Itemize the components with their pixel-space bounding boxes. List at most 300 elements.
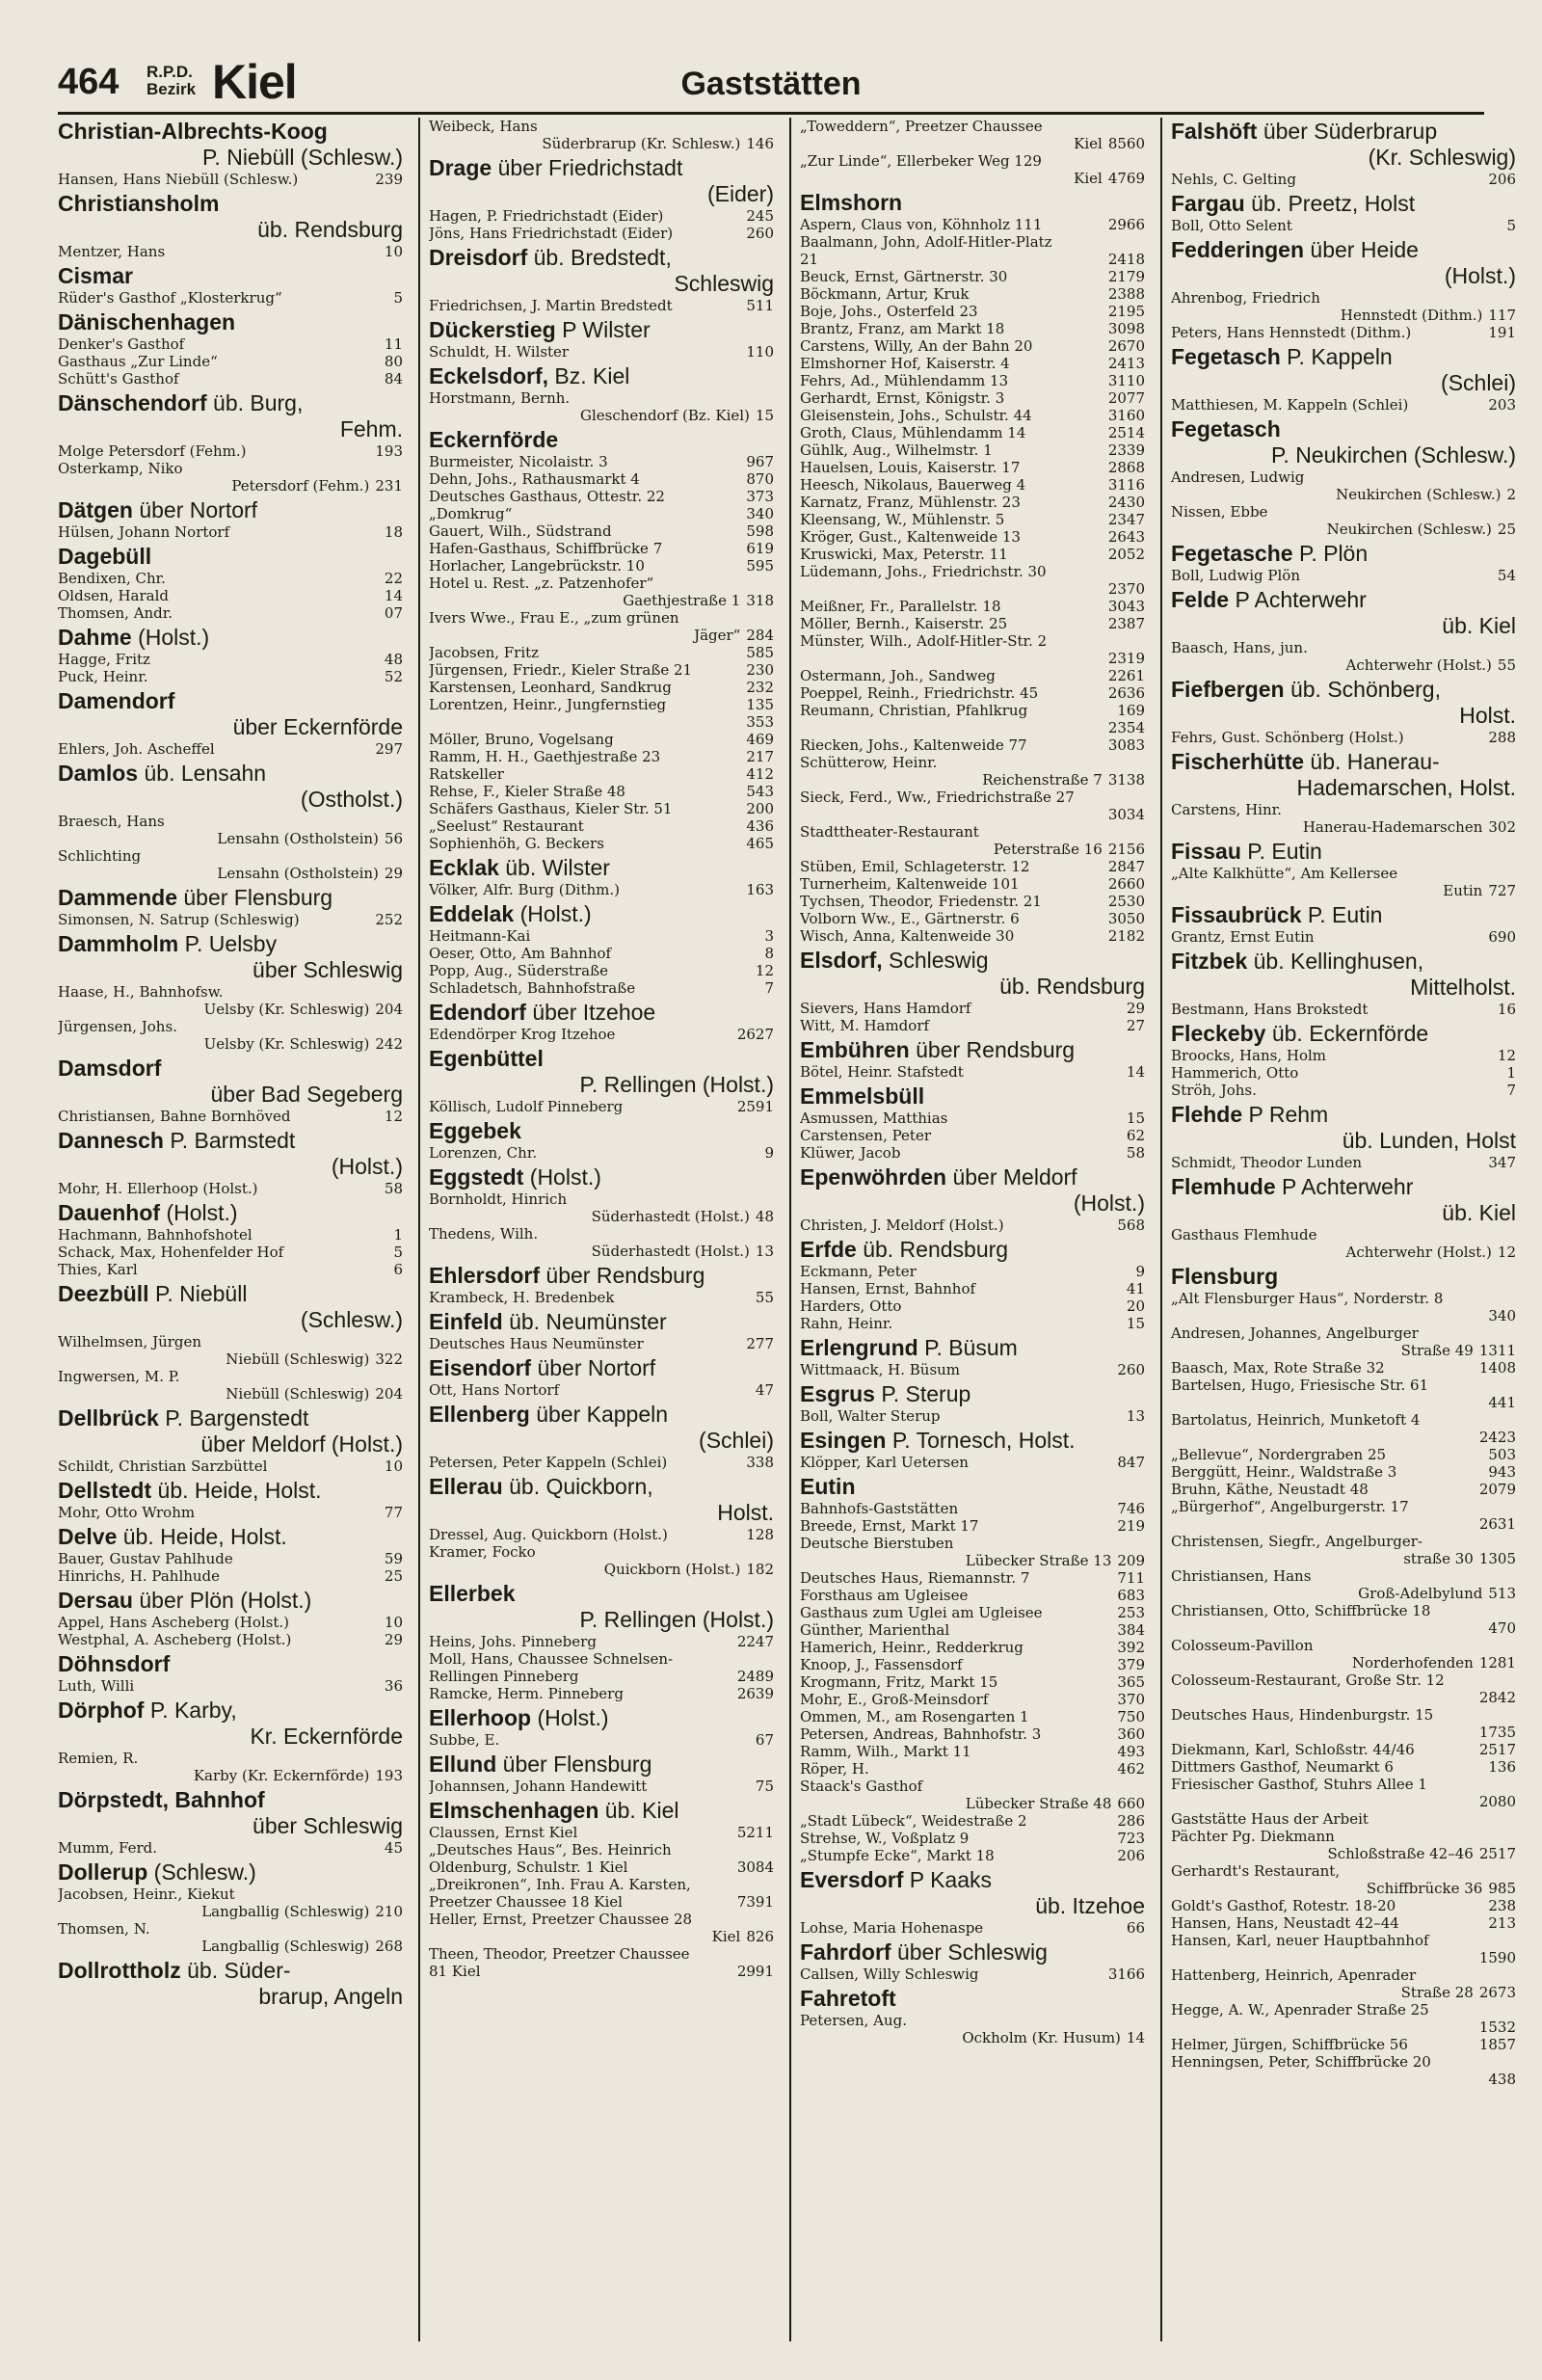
listing-row	[800, 1407, 1145, 1425]
place-post-route: üb. Eckernförde	[1271, 1021, 1429, 1046]
listing-row	[429, 575, 774, 592]
listing-name: Rellingen Pinneberg	[429, 1668, 579, 1685]
phone-number: 2079	[1478, 1481, 1516, 1498]
listing-name: Jöns, Hans Friedrichstadt (Eider)	[429, 225, 674, 242]
listing-name: Klöpper, Karl Uetersen	[800, 1454, 969, 1471]
place-name: Dreisdorf	[429, 245, 528, 270]
place-name: Embühren	[800, 1037, 910, 1062]
listing-row	[1171, 521, 1516, 538]
listing-name: Schlichting	[58, 847, 142, 865]
listing-row	[800, 476, 1145, 494]
phone-number: 379	[1117, 1656, 1145, 1673]
phone-number: 284	[746, 627, 774, 644]
listing-name: Quickborn (Holst.)	[603, 1561, 741, 1578]
listing-row	[1171, 468, 1516, 486]
place-name: Ecklak	[429, 855, 499, 880]
place-heading	[58, 1055, 403, 1082]
place-section	[429, 362, 774, 424]
place-section	[1171, 901, 1516, 946]
listing-name: Rehse, F., Kieler Straße 48	[429, 783, 625, 800]
listing-name: Bartolatus, Heinrich, Munketoft 4	[1171, 1411, 1421, 1429]
listing-name: Peters, Hans Hennstedt (Dithm.)	[1171, 324, 1412, 341]
place-post-route: üb. Kiel	[1442, 613, 1516, 638]
listing-name: Gerhardt, Ernst, Königstr. 3	[800, 389, 1005, 407]
place-section	[1171, 1263, 1516, 2088]
place-post-route: P Wilster	[562, 317, 651, 342]
listing-name: Horlacher, Langebrückstr. 10	[429, 557, 645, 575]
listing-row	[429, 407, 774, 424]
listing-row	[429, 135, 774, 152]
listing-name: Möller, Bernh., Kaiserstr. 25	[800, 615, 1008, 632]
listing-row	[58, 523, 403, 541]
listing-name: Oldsen, Harald	[58, 587, 170, 604]
place-name: Ellund	[429, 1752, 497, 1777]
place-post-route: über Flensburg	[502, 1752, 652, 1777]
listing-row	[800, 494, 1145, 511]
phone-number: 3166	[1107, 1966, 1145, 1983]
listing-row	[800, 1621, 1145, 1639]
listing-name: Bendixen, Chr.	[58, 570, 166, 587]
listing-row	[1171, 1776, 1516, 1793]
place-section	[1171, 948, 1516, 1018]
place-post-route: üb. Bredstedt,	[533, 245, 672, 270]
listing-name: Lüdemann, Johs., Friedrichstr. 30	[800, 563, 1047, 580]
place-section	[58, 496, 403, 541]
place-section	[800, 1427, 1145, 1471]
place-section	[429, 999, 774, 1043]
place-heading	[58, 1199, 403, 1226]
phone-number: 3083	[1107, 736, 1145, 754]
listing-name: Bötel, Heinr. Stafstedt	[800, 1063, 964, 1081]
listing-name: Berggütt, Heinr., Waldstraße 3	[1171, 1463, 1397, 1481]
phone-number: 239	[375, 171, 403, 188]
place-name: Dörpstedt, Bahnhof	[58, 1787, 265, 1812]
phone-number: 2430	[1107, 494, 1145, 511]
listing-name: Carstens, Willy, An der Bahn 20	[800, 337, 1033, 355]
listing-name: Schack, Max, Hohenfelder Hof	[58, 1243, 284, 1261]
listing-row	[1171, 1602, 1516, 1619]
listing-row	[800, 789, 1145, 806]
place-post-route: üb. Wilster	[505, 855, 610, 880]
place-heading	[1171, 838, 1516, 865]
place-section	[58, 930, 403, 1053]
listing-row	[800, 858, 1145, 875]
phone-number: 128	[746, 1526, 774, 1543]
listing-name: Kröger, Gust., Kaltenweide 13	[800, 528, 1021, 546]
phone-number: 18	[384, 523, 403, 541]
phone-number: 230	[746, 661, 774, 679]
phone-number: 826	[746, 1928, 774, 1945]
listing-name: Lübecker Straße 13	[965, 1552, 1112, 1569]
phone-number: 2247	[736, 1633, 774, 1650]
phone-number: 493	[1117, 1743, 1145, 1760]
listing-name: Groß-Adelbylund	[1358, 1585, 1483, 1602]
phone-number: 360	[1117, 1725, 1145, 1743]
listing-name: Gaethjestraße 1	[623, 592, 741, 609]
place-name: Ellerbek	[429, 1581, 516, 1606]
place-heading	[58, 1957, 403, 1984]
listing-name: Hegge, A. W., Apenrader Straße 25	[1171, 2001, 1429, 2019]
listing-name: Eutin	[1443, 882, 1483, 899]
phone-number: 15	[1126, 1315, 1145, 1332]
listing-name: Völker, Alfr. Burg (Dithm.)	[429, 881, 620, 898]
phone-number: 2388	[1107, 285, 1145, 303]
listing-name: Carstensen, Peter	[800, 1127, 931, 1144]
place-post-route: üb. Burg,	[213, 390, 304, 415]
listing-row	[429, 1731, 774, 1749]
phone-number: 219	[1117, 1517, 1145, 1535]
listing-row	[429, 1289, 774, 1306]
listing-name: Boll, Walter Sterup	[800, 1407, 941, 1425]
phone-number: 193	[375, 442, 403, 460]
listing-name: Mohr, H. Ellerhoop (Holst.)	[58, 1180, 258, 1197]
phone-number: 723	[1117, 1830, 1145, 1847]
listing-row	[429, 945, 774, 962]
listing-row	[429, 962, 774, 979]
listing-name: Jürgensen, Friedr., Kieler Straße 21	[429, 661, 693, 679]
listing-name: Uelsby (Kr. Schleswig)	[203, 1001, 370, 1018]
listing-name: Ströh, Johs.	[1171, 1082, 1257, 1099]
listing-row	[429, 1026, 774, 1043]
listing-row	[800, 441, 1145, 459]
listing-row	[58, 370, 403, 388]
listing-row	[800, 1535, 1145, 1552]
listing-name: Fehrs, Gust. Schönberg (Holst.)	[1171, 729, 1404, 746]
place-section	[1171, 415, 1516, 538]
phone-number: 2517	[1478, 1845, 1516, 1862]
place-post-route: über Nortorf	[537, 1355, 656, 1380]
place-heading	[58, 1404, 403, 1431]
place-name: Elsdorf,	[800, 948, 883, 973]
listing-name: Lorenzen, Chr.	[429, 1144, 538, 1162]
listing-row	[1171, 1724, 1516, 1741]
place-name: Eddelak	[429, 901, 515, 926]
bezirk-label: Bezirk	[146, 80, 197, 98]
listing-row	[58, 1567, 403, 1585]
listing-name: Schmidt, Theodor Lunden	[1171, 1154, 1363, 1171]
listing-row	[1171, 1585, 1516, 1602]
phone-number: 338	[746, 1454, 774, 1471]
phone-number: 59	[384, 1550, 403, 1567]
place-name: Fischerhütte	[1171, 749, 1305, 774]
listing-row	[58, 847, 403, 865]
phone-number: 3043	[1107, 598, 1145, 615]
place-post-route: (Ostholst.)	[300, 787, 403, 812]
place-heading	[58, 884, 403, 911]
listing-name: Ivers Wwe., Frau E., „zum grünen	[429, 609, 679, 627]
listing-name: Puck, Heinr.	[58, 668, 148, 685]
phone-number: 727	[1488, 882, 1516, 899]
listing-row	[1171, 1342, 1516, 1359]
phone-number: 1857	[1478, 2036, 1516, 2053]
phone-number: 2	[1506, 486, 1516, 503]
listing-row	[429, 1911, 774, 1928]
place-post-route: über Heide	[1310, 237, 1419, 262]
listing-row	[429, 1225, 774, 1243]
place-post-route: P Kaaks	[909, 1867, 993, 1892]
place-post-route: über Itzehoe	[532, 1000, 656, 1025]
listing-row	[800, 320, 1145, 337]
phone-number: 14	[1126, 1063, 1145, 1081]
place-name: Esgrus	[800, 1381, 875, 1406]
place-heading	[58, 760, 403, 787]
listing-row	[58, 830, 403, 847]
listing-row	[429, 1824, 774, 1841]
phone-number: 322	[375, 1350, 403, 1368]
listing-name: Deutsche Bierstuben	[800, 1535, 954, 1552]
listing-name: Mentzer, Hans	[58, 243, 166, 260]
listing-name: Hamerich, Heinr., Redderkrug	[800, 1639, 1024, 1656]
listing-name: Westphal, A. Ascheberg (Holst.)	[58, 1631, 292, 1648]
listing-row	[429, 800, 774, 817]
place-name: Cismar	[58, 263, 133, 288]
listing-row	[800, 893, 1145, 910]
place-post-route: (Holst.)	[1444, 263, 1516, 288]
place-post-route: P. Büsum	[924, 1335, 1018, 1360]
listing-name: Hotel u. Rest. „z. Patzenhofer“	[429, 575, 654, 592]
listing-name: Heins, Johs. Pinneberg	[429, 1633, 597, 1650]
listing-row	[800, 1000, 1145, 1017]
listing-row	[1171, 289, 1516, 307]
place-post-route: Holst.	[1459, 703, 1516, 728]
listing-row	[429, 1335, 774, 1352]
listing-name	[1171, 2071, 1482, 2088]
listing-name: Lensahn (Ostholstein)	[217, 830, 379, 847]
listing-name: Lorentzen, Heinr., Jungfernstieg	[429, 696, 667, 713]
phone-number: 3084	[736, 1859, 774, 1876]
place-post-route: üb. Heide, Holst.	[157, 1478, 322, 1503]
phone-number: 58	[1126, 1144, 1145, 1162]
listing-row	[1171, 729, 1516, 746]
place-section	[1171, 236, 1516, 341]
place-section	[429, 1797, 774, 1980]
listing-row	[800, 2012, 1145, 2029]
listing-row	[429, 609, 774, 627]
place-section	[429, 1045, 774, 1115]
place-post-route: üb. Preetz, Holst	[1251, 191, 1416, 216]
place-name: Fissaubrück	[1171, 902, 1302, 927]
listing-row	[1171, 1411, 1516, 1429]
listing-row	[429, 118, 774, 135]
listing-name: Callsen, Willy Schleswig	[800, 1966, 979, 1983]
listing-name	[429, 713, 740, 731]
place-heading	[800, 1083, 1145, 1110]
listing-name: Johannsen, Johann Handewitt	[429, 1778, 648, 1795]
listing-name: Bahnhofs-Gaststätten	[800, 1500, 959, 1517]
listing-name: Christiansen, Bahne Bornhöved	[58, 1108, 291, 1125]
place-post-route: P. Eutin	[1307, 902, 1383, 927]
column-divider	[789, 118, 791, 2341]
listing-name: Kiel	[1074, 135, 1103, 152]
listing-row	[800, 355, 1145, 372]
phone-number: 750	[1117, 1708, 1145, 1725]
phone-number: 392	[1117, 1639, 1145, 1656]
place-post-route: Schleswig	[889, 948, 989, 973]
listing-row	[429, 696, 774, 713]
listing-name: Kramer, Focko	[429, 1543, 536, 1561]
phone-number: 2413	[1107, 355, 1145, 372]
listing-row	[58, 1614, 403, 1631]
listing-name: straße 30	[1403, 1550, 1474, 1567]
place-heading	[1171, 343, 1516, 370]
listing-name: Baasch, Hans, jun.	[1171, 639, 1308, 656]
phone-number: 4769	[1107, 170, 1145, 187]
listing-name: Gerhardt's Restaurant,	[1171, 1862, 1341, 1880]
place-section	[58, 687, 403, 758]
place-post-route: üb. Hanerau-	[1310, 749, 1440, 774]
place-name: Fahrdorf	[800, 1939, 891, 1965]
listing-name: Kleensang, W., Mühlenstr. 5	[800, 511, 1005, 528]
listing-row	[1171, 2071, 1516, 2088]
place-heading	[58, 687, 403, 714]
listing-name: Ramm, Wilh., Markt 11	[800, 1743, 971, 1760]
place-name: Ellerhoop	[429, 1705, 532, 1730]
listing-row	[429, 1650, 774, 1668]
phone-number: 2627	[736, 1026, 774, 1043]
listing-name: Straße 49	[1400, 1342, 1474, 1359]
listing-row	[800, 303, 1145, 320]
place-section	[58, 262, 403, 307]
listing-row	[1171, 171, 1516, 188]
place-heading	[800, 947, 1145, 974]
listing-name: Schäfers Gasthaus, Kieler Str. 51	[429, 800, 673, 817]
listing-name: Dittmers Gasthof, Neumarkt 6	[1171, 1758, 1394, 1776]
listing-name: Ott, Hans Nortorf	[429, 1381, 560, 1399]
phone-number: 465	[746, 835, 774, 852]
listing-row	[1171, 801, 1516, 818]
phone-number: 135	[746, 696, 774, 713]
listing-row	[58, 442, 403, 460]
phone-number: 462	[1117, 1760, 1145, 1778]
listing-name: Stadttheater-Restaurant	[800, 823, 979, 841]
place-section	[429, 1354, 774, 1399]
place-section	[58, 1199, 403, 1278]
place-heading	[800, 1380, 1145, 1407]
place-post-route: P. Uelsby	[184, 931, 278, 956]
place-heading	[800, 1334, 1145, 1361]
phone-number: 2673	[1478, 1984, 1516, 2001]
listing-row	[1171, 2001, 1516, 2019]
place-name: Elmshorn	[800, 190, 903, 215]
phone-number: 25	[1497, 521, 1516, 538]
listing-name: Schuldt, H. Wilster	[429, 343, 570, 361]
place-heading	[429, 362, 774, 389]
listing-name: Petersdorf (Fehm.)	[231, 477, 370, 495]
phone-number: 2182	[1107, 927, 1145, 945]
listing-row	[1171, 2053, 1516, 2071]
place-name: Damlos	[58, 761, 139, 786]
listing-name: Hansen, Ernst, Bahnhof	[800, 1280, 976, 1297]
listing-name: Jacobsen, Fritz	[429, 644, 540, 661]
listing-name: Deutsches Haus, Riemannstr. 7	[800, 1569, 1030, 1587]
place-section	[1171, 1173, 1516, 1261]
listing-name: Hagge, Fritz	[58, 651, 150, 668]
listing-row	[800, 615, 1145, 632]
listing-name: Bestmann, Hans Brokstedt	[1171, 1001, 1369, 1018]
listing-name: Heesch, Nikolaus, Bauerweg 4	[800, 476, 1026, 494]
listing-name: Sievers, Hans Hamdorf	[800, 1000, 971, 1017]
place-section	[429, 1580, 774, 1702]
phone-number: 1281	[1478, 1654, 1516, 1671]
place-post-route: über Kappeln	[536, 1402, 669, 1427]
listing-row	[1171, 1914, 1516, 1932]
listing-name: Neukirchen (Schlesw.)	[1326, 521, 1492, 538]
listing-row	[58, 1457, 403, 1475]
place-post-route: (Holst.)	[529, 1164, 601, 1190]
listing-name: Staack's Gasthof	[800, 1778, 923, 1795]
listing-row	[429, 927, 774, 945]
phone-number: 232	[746, 679, 774, 696]
place-name: Damendorf	[58, 688, 175, 713]
listing-name: Boll, Otto Selent	[1171, 217, 1292, 234]
listing-row	[1171, 217, 1516, 234]
phone-number: 146	[746, 135, 774, 152]
listing-name: Hafen-Gasthaus, Schiffbrücke 7	[429, 540, 663, 557]
listing-row	[429, 540, 774, 557]
listing-row	[58, 460, 403, 477]
phone-number: 384	[1117, 1621, 1145, 1639]
listing-name: Ingwersen, M. P.	[58, 1368, 180, 1385]
place-name: Dänischenhagen	[58, 309, 236, 334]
place-section	[58, 1055, 403, 1125]
listing-row	[800, 337, 1145, 355]
listing-name: „Alt Flensburger Haus“, Norderstr. 8	[1171, 1290, 1444, 1307]
place-name: Fegetasch	[1171, 416, 1281, 441]
place-post-route: P. Kappeln	[1287, 344, 1393, 369]
listing-name: Breede, Ernst, Markt 17	[800, 1517, 979, 1535]
place-name: Dollrottholz	[58, 1958, 181, 1983]
listing-name: Ramm, H. H., Gaethjestraße 23	[429, 748, 661, 765]
listing-name: Horstmann, Bernh.	[429, 389, 571, 407]
listing-row	[800, 1725, 1145, 1743]
place-heading	[58, 308, 403, 335]
place-heading	[429, 900, 774, 927]
place-name: Ellenberg	[429, 1402, 530, 1427]
place-section	[800, 1236, 1145, 1332]
place-name: Falshöft	[1171, 119, 1258, 144]
place-heading	[58, 1127, 403, 1154]
listing-name: Hinrichs, H. Pahlhude	[58, 1567, 221, 1585]
listing-name: Mohr, E., Groß-Meinsdorf	[800, 1691, 989, 1708]
place-name: Christian-Albrechts-Koog	[58, 119, 328, 144]
place-heading	[429, 1308, 774, 1335]
phone-number: 253	[1117, 1604, 1145, 1621]
phone-number: 52	[384, 668, 403, 685]
listing-row	[1171, 1463, 1516, 1481]
place-post-route: über Nortorf	[139, 497, 258, 522]
place-heading	[429, 1163, 774, 1190]
listing-row	[58, 740, 403, 758]
listing-row	[1171, 1880, 1516, 1897]
phone-number: 277	[746, 1335, 774, 1352]
place-section	[58, 760, 403, 882]
phone-number: 2991	[736, 1963, 774, 1980]
place-section	[58, 1786, 403, 1857]
phone-number: 353	[746, 713, 774, 731]
phone-number: 3110	[1107, 372, 1145, 389]
listing-row	[1171, 1654, 1516, 1671]
place-section	[800, 118, 1145, 187]
phone-number: 470	[1488, 1619, 1516, 1637]
listing-row	[58, 983, 403, 1001]
listing-row	[800, 118, 1145, 135]
listing-row	[429, 592, 774, 609]
rpd-label: R.P.D.	[146, 63, 193, 81]
listing-name: Nehls, C. Gelting	[1171, 171, 1296, 188]
place-name: Dollerup	[58, 1859, 148, 1885]
listing-name: Meißner, Fr., Parallelstr. 18	[800, 598, 1001, 615]
listing-row	[429, 1454, 774, 1471]
